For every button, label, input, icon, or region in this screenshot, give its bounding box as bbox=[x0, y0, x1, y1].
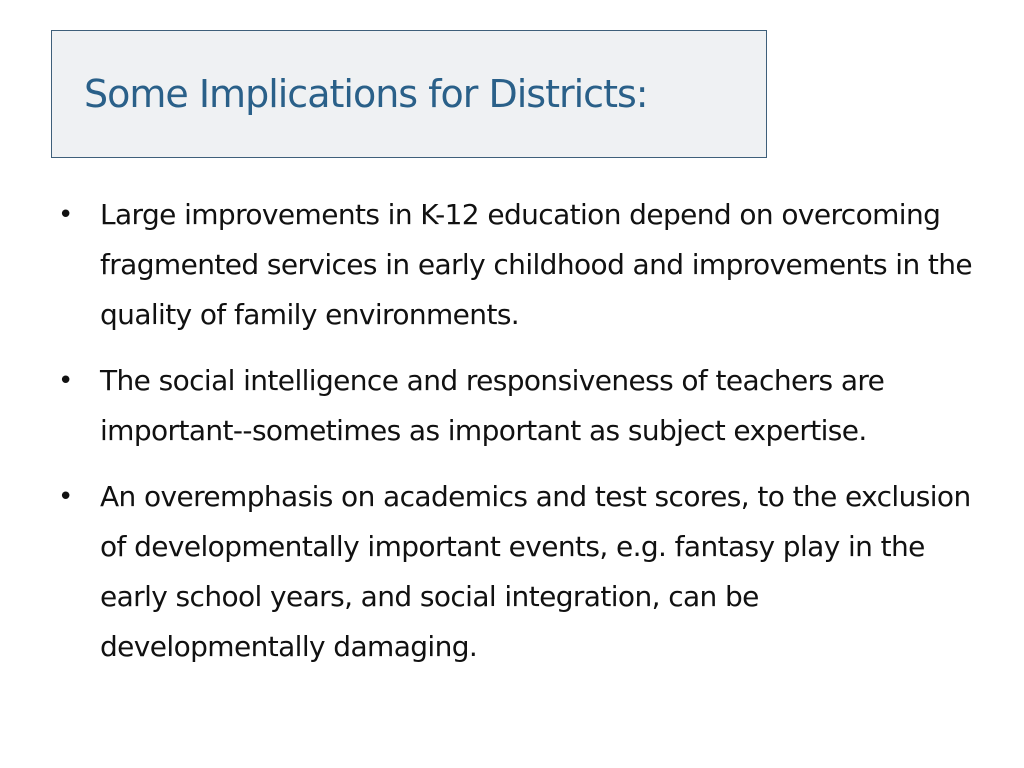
bullet-item bbox=[58, 356, 978, 456]
title-box bbox=[51, 30, 767, 158]
bullet-item bbox=[58, 472, 978, 672]
bullet-list bbox=[58, 190, 978, 688]
bullet-text: The social intelligence and responsiveness of teachers are important--sometimes as important as subject expertise. bbox=[100, 364, 885, 447]
bullet-icon: • bbox=[58, 200, 73, 230]
bullet-icon: • bbox=[58, 366, 73, 396]
bullet-icon: • bbox=[58, 482, 73, 512]
bullet-item bbox=[58, 190, 978, 340]
bullet-text: An overemphasis on academics and test scores, to the exclusion of developmentally important events, e.g. fantasy play in the early school years, and social integration, can be developmentally damaging. bbox=[100, 480, 971, 663]
slide-title: Some Implications for Districts: bbox=[84, 72, 648, 116]
bullet-text: Large improvements in K-12 education depend on overcoming fragmented services in early childhood and improvements in the quality of family environments. bbox=[100, 198, 973, 331]
